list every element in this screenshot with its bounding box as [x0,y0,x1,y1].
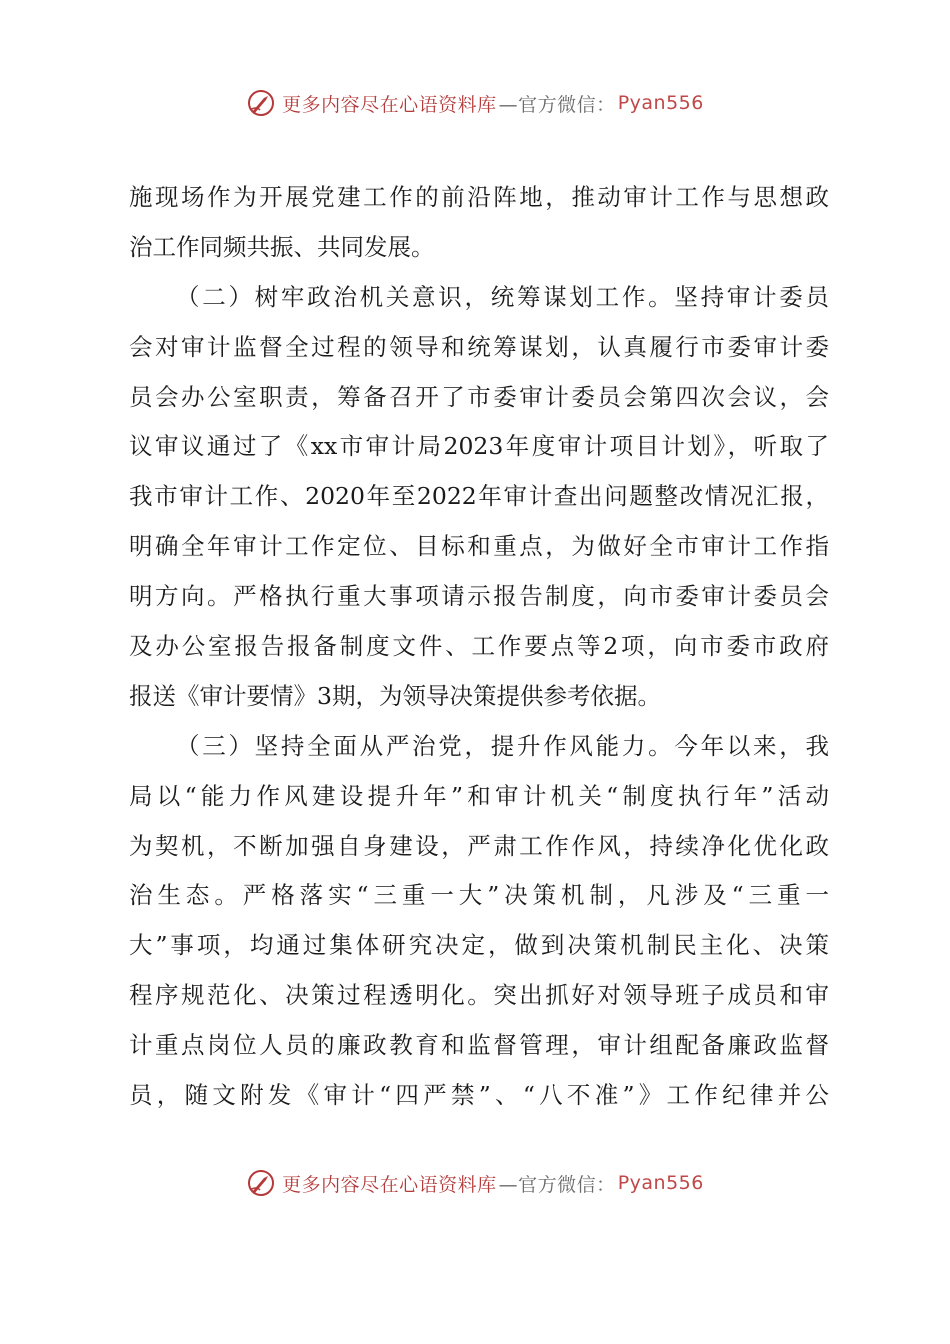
text-line: 计重点岗位人员的廉政教育和监督管理，审计组配备廉政监督 [129,1031,829,1060]
text-line: 员，随文附发《审计“四严禁”、“八不准”》工作纪律并公 [129,1081,829,1110]
watermark-wechat-id: Pyan556 [617,92,704,114]
text-line: 我市审计工作、2020年至2022年审计查出问题整改情况汇报， [129,482,829,511]
document-body [129,173,829,1121]
section-heading-line: （二）树牢政治机关意识，统筹谋划工作。坚持审计委员 [176,282,829,311]
text-line: 局以“能力作风建设提升年”和审计机关“制度执行年”活动 [129,781,829,810]
pen-logo-icon [246,88,276,118]
watermark-label: —官方微信： [498,93,616,116]
text-line: 报送《审计要情》3期，为领导决策提供参考依据。 [129,681,661,710]
watermark-wechat-id: Pyan556 [617,1172,704,1194]
text-line: 治工作同频共振、共同发展。 [129,232,435,261]
text-line: 大”事项，均通过集体研究决定，做到决策机制民主化、决策 [129,931,829,960]
section-heading-line: （三）坚持全面从严治党，提升作风能力。今年以来，我 [176,731,829,760]
text-line: 明确全年审计工作定位、目标和重点，为做好全市审计工作指 [129,532,829,561]
text-line: 议审议通过了《xx市审计局2023年度审计项目计划》，听取了 [129,432,829,461]
watermark-title: 更多内容尽在心语资料库 [282,93,497,116]
watermark-label: —官方微信： [498,1173,616,1196]
text-line: 治生态。严格落实“三重一大”决策机制，凡涉及“三重一 [129,881,829,910]
pen-logo-icon [246,1168,276,1198]
text-line: 明方向。严格执行重大事项请示报告制度，向市委审计委员会 [129,582,829,611]
text-line: 会对审计监督全过程的领导和统筹谋划，认真履行市委审计委 [129,332,829,361]
text-line: 施现场作为开展党建工作的前沿阵地，推动审计工作与思想政 [129,183,829,211]
watermark-title: 更多内容尽在心语资料库 [282,1173,497,1196]
text-line: 程序规范化、决策过程透明化。突出抓好对领导班子成员和审 [129,981,829,1010]
text-line: 为契机，不断加强自身建设，严肃工作作风，持续净化优化政 [129,831,829,860]
watermark-header [0,83,950,123]
text-line: 及办公室报告报备制度文件、工作要点等2项，向市委市政府 [129,632,829,661]
text-line: 员会办公室职责，筹备召开了市委审计委员会第四次会议，会 [129,382,829,411]
watermark-footer [0,1163,950,1203]
